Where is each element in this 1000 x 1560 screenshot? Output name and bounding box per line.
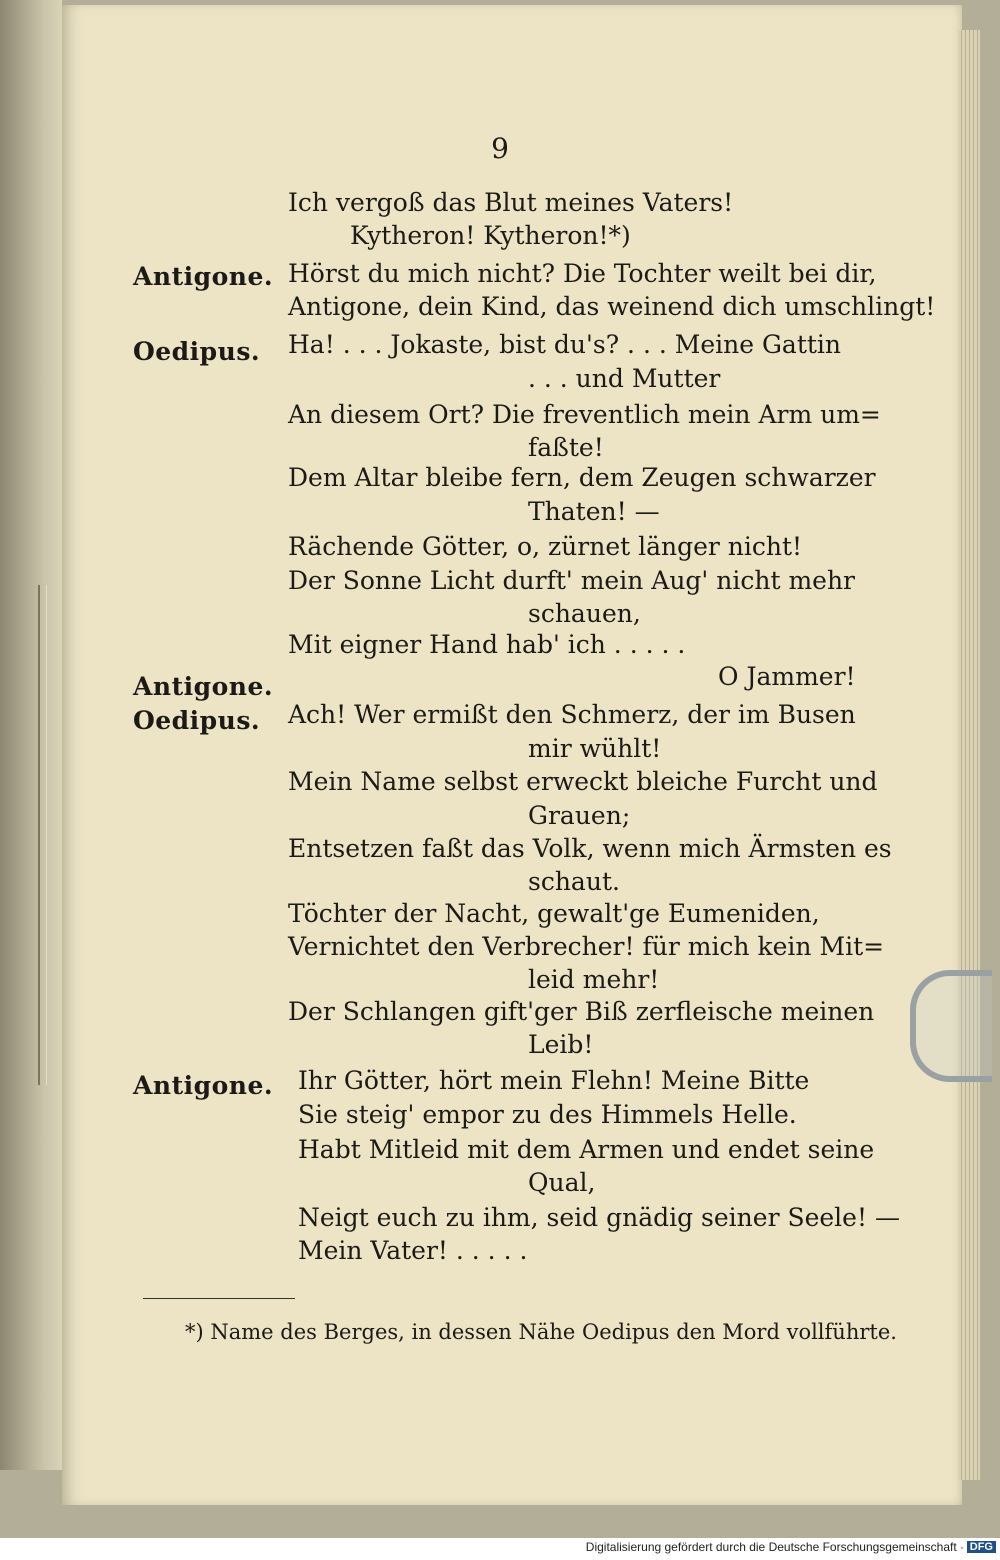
verse-line: schaut.: [528, 867, 620, 896]
verse-line: Rächende Götter, o, zürnet länger nicht!: [288, 532, 803, 561]
verse-line: Antigone, dein Kind, das weinend dich umschlingt!: [288, 292, 936, 321]
verse-line: Neigt euch zu ihm, seid gnädig seiner Seele! —: [298, 1203, 900, 1232]
verse-line: mir wühlt!: [528, 734, 662, 763]
verse-line: Hörst du mich nicht? Die Tochter weilt bei dir,: [288, 259, 877, 288]
credit-text: Digitalisierung gefördert durch die Deutsche Forschungsgemeinschaft ·: [585, 1540, 964, 1554]
verse-line: Kytheron! Kytheron!*): [350, 221, 631, 250]
page-stack-edge: [958, 30, 980, 1480]
verse-line: Mein Name selbst erweckt bleiche Furcht und: [288, 767, 878, 796]
verse-line: Mit eigner Hand hab' ich . . . . .: [288, 630, 686, 659]
page-clip: [910, 970, 992, 1082]
verse-line: Entsetzen faßt das Volk, wenn mich Ärmsten es: [288, 834, 892, 863]
verse-line: An diesem Ort? Die freventlich mein Arm um=: [288, 400, 881, 429]
footnote-rule: [143, 1298, 295, 1299]
verse-line: leid mehr!: [528, 965, 660, 994]
verse-line: Der Sonne Licht durft' mein Aug' nicht mehr: [288, 566, 855, 595]
verse-line: Dem Altar bleibe fern, dem Zeugen schwarzer: [288, 463, 876, 492]
verse-line: Ich vergoß das Blut meines Vaters!: [288, 188, 734, 217]
verse-line: Mein Vater! . . . . .: [298, 1236, 528, 1265]
speaker-antigone: Antigone.: [133, 672, 274, 701]
verse-line: . . . und Mutter: [528, 364, 721, 393]
speaker-oedipus: Oedipus.: [133, 706, 261, 735]
binding-edge: [38, 585, 47, 1085]
verse-line: Leib!: [528, 1030, 594, 1059]
verse-line: Habt Mitleid mit dem Armen und endet seine: [298, 1135, 875, 1164]
dfg-logo: DFG: [967, 1541, 996, 1553]
verse-line: schauen,: [528, 599, 641, 628]
verse-line: O Jammer!: [718, 662, 856, 691]
speaker-oedipus: Oedipus.: [133, 337, 261, 366]
digitization-credit-bar: [0, 1538, 1000, 1560]
verse-line: Ihr Götter, hört mein Flehn! Meine Bitte: [298, 1066, 810, 1095]
verse-line: Ach! Wer ermißt den Schmerz, der im Busen: [288, 700, 856, 729]
left-page-edge: [0, 0, 62, 1470]
verse-line: Töchter der Nacht, gewalt'ge Eumeniden,: [288, 899, 820, 928]
verse-line: Sie steig' empor zu des Himmels Helle.: [298, 1100, 797, 1129]
verse-line: Der Schlangen gift'ger Biß zerfleische meinen: [288, 997, 875, 1026]
speaker-antigone: Antigone.: [133, 1071, 274, 1100]
verse-line: Thaten! —: [528, 497, 660, 526]
page-number: 9: [491, 132, 509, 165]
footnote: *) Name des Berges, in dessen Nähe Oedipus den Mord vollführte.: [185, 1320, 897, 1344]
speaker-antigone: Antigone.: [133, 262, 274, 291]
verse-line: Qual,: [528, 1168, 596, 1197]
verse-line: Grauen;: [528, 801, 631, 830]
verse-line: Vernichtet den Verbrecher! für mich kein Mit=: [288, 932, 885, 961]
verse-line: Ha! . . . Jokaste, bist du's? . . . Meine Gattin: [288, 330, 842, 359]
verse-line: faßte!: [528, 433, 604, 462]
